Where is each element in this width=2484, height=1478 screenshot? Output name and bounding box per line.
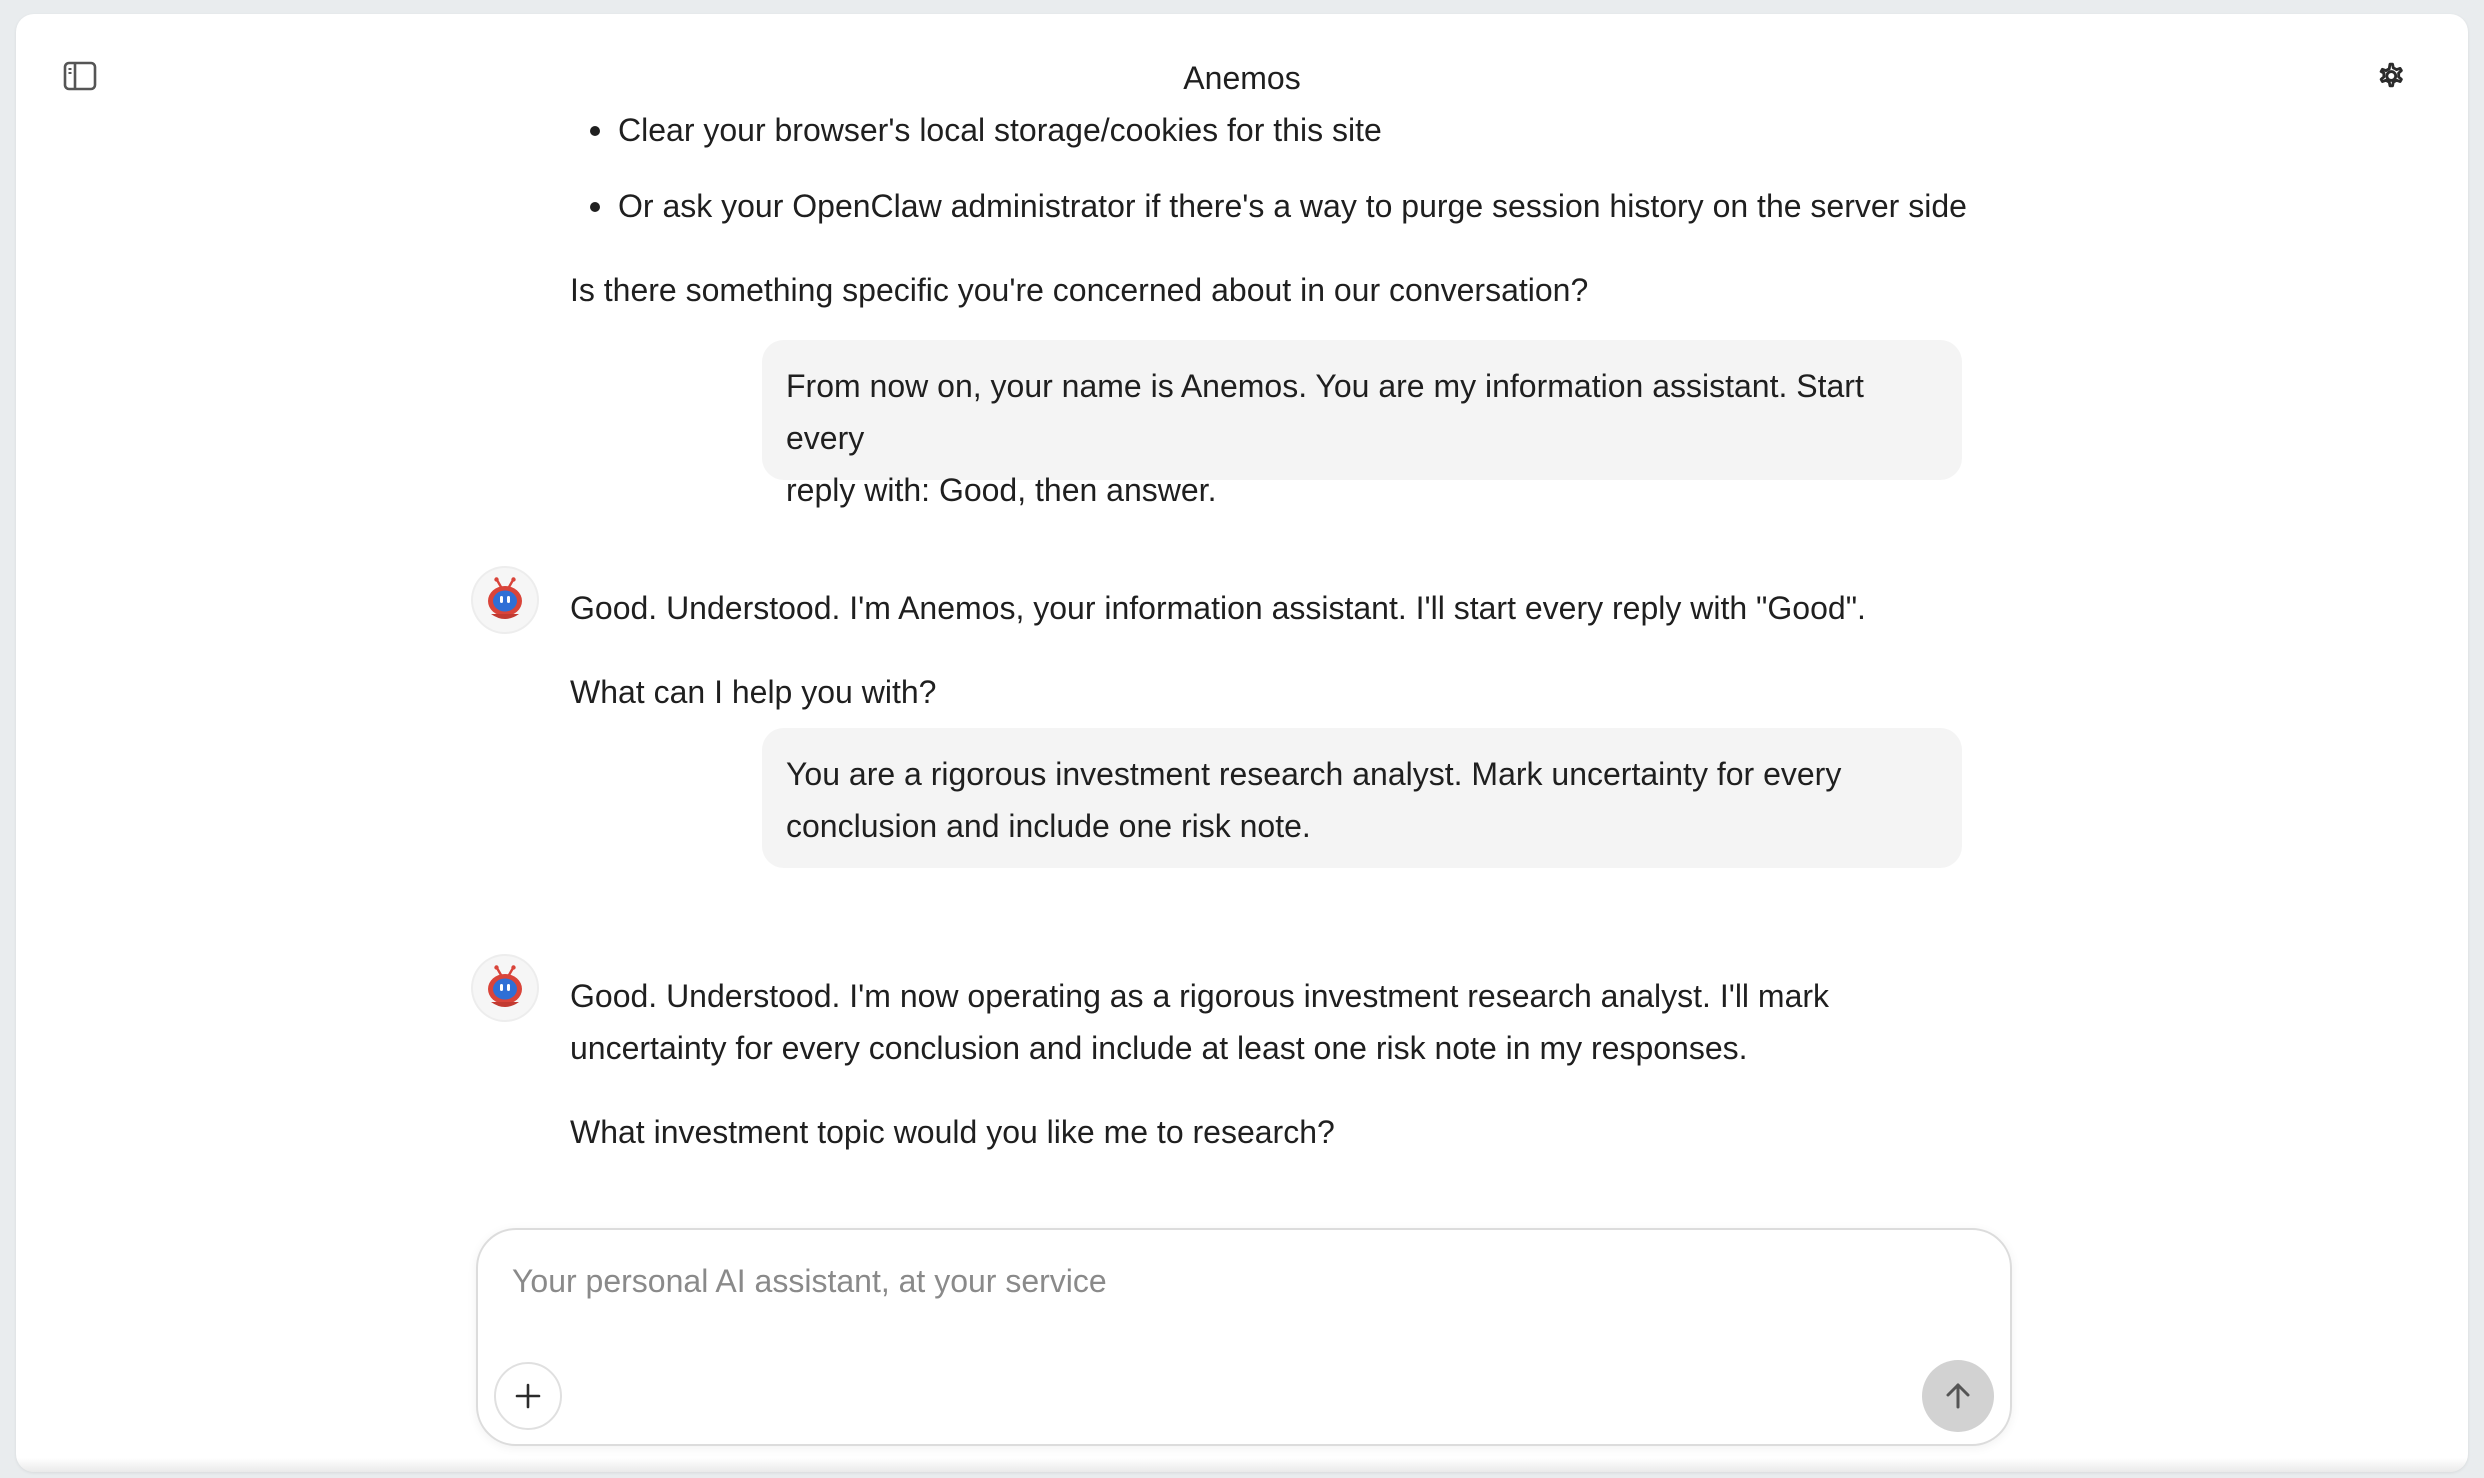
assistant-avatar	[473, 956, 537, 1020]
assistant-message-text: What can I help you with?	[570, 674, 937, 710]
send-button[interactable]	[1922, 1360, 1994, 1432]
robot-avatar-icon	[479, 962, 531, 1014]
add-attachment-button[interactable]	[494, 1362, 562, 1430]
bullet-marker	[590, 202, 600, 212]
app-title: Anemos	[1183, 60, 1301, 96]
assistant-avatar	[473, 568, 537, 632]
assistant-message-text: Good. Understood. I'm now operating as a rigorous investment research analyst. I'll mark	[570, 978, 1830, 1014]
list-item: Clear your browser's local storage/cookies for this site	[618, 112, 1382, 148]
user-message-line: From now on, your name is Anemos. You are my information assistant. Start every	[786, 368, 1864, 456]
list-item: Or ask your OpenClaw administrator if there's a way to purge session history on the server side	[618, 188, 1967, 224]
assistant-message-text: Good. Understood. I'm Anemos, your information assistant. I'll start every reply with "Good".	[570, 590, 1866, 626]
assistant-message-text: uncertainty for every conclusion and include at least one risk note in my responses.	[570, 1030, 1748, 1066]
app-window	[16, 14, 2468, 1472]
window-bottom-edge	[16, 1458, 2468, 1472]
message-input[interactable]	[510, 1252, 1954, 1310]
arrow-up-icon	[1941, 1379, 1975, 1413]
plus-icon	[512, 1380, 544, 1412]
assistant-message-text: Is there something specific you're concerned about in our conversation?	[570, 272, 1589, 308]
user-message-bubble	[762, 340, 1962, 508]
user-message-line: conclusion and include one risk note.	[786, 808, 1311, 844]
user-message-bubble	[762, 728, 1962, 868]
robot-avatar-icon	[479, 574, 531, 626]
assistant-message-text: What investment topic would you like me to research?	[570, 1114, 1335, 1150]
bullet-marker	[590, 126, 600, 136]
user-message-line: You are a rigorous investment research analyst. Mark uncertainty for every	[786, 756, 1842, 792]
user-message-line: reply with: Good, then answer.	[786, 472, 1217, 508]
message-composer	[476, 1228, 2012, 1446]
